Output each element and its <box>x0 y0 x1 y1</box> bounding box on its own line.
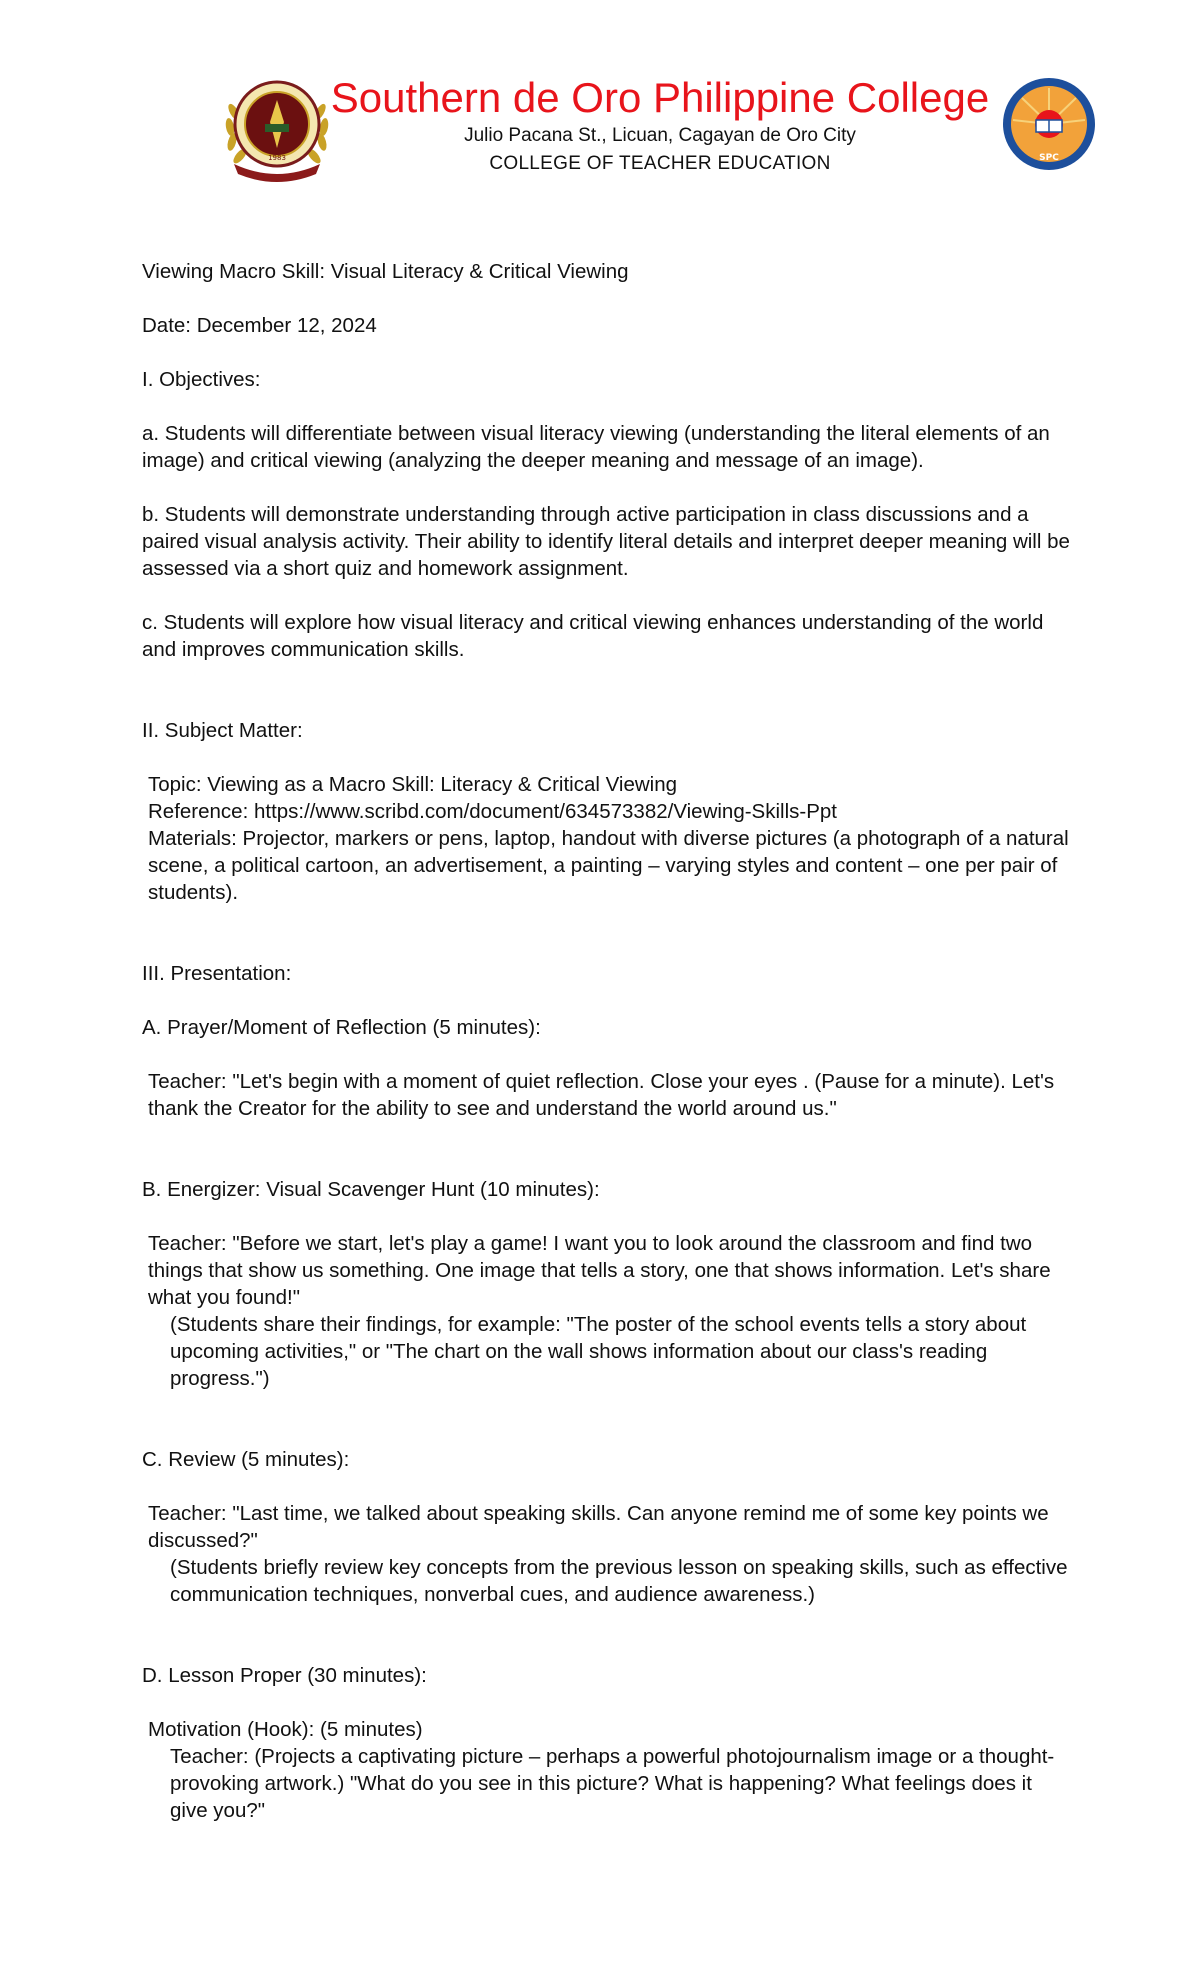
energizer-teacher-line: Teacher: "Before we start, let's play a game! I want you to look around the classroom and find two things that show us something. One image that tells a story, one that shows information. Let's share what you found!" <box>148 1232 1051 1309</box>
energizer-heading: B. Energizer: Visual Scavenger Hunt (10 minutes): <box>142 1178 600 1201</box>
objective-a: a. Students will differentiate between visual literacy viewing (understanding the literal elements of an image) and critical viewing (analyzing the deeper meaning and message of an image). <box>142 422 1050 472</box>
review-teacher-line: Teacher: "Last time, we talked about speaking skills. Can anyone remind me of some key points we discussed?" <box>148 1502 1049 1552</box>
teacher-education-seal-logo <box>1000 74 1098 174</box>
document-title: Viewing Macro Skill: Visual Literacy & Critical Viewing <box>142 260 629 283</box>
objective-c: c. Students will explore how visual literacy and critical viewing enhances understanding of the world and improves communication skills. <box>142 611 1044 661</box>
objectives-heading: I. Objectives: <box>142 368 261 391</box>
school-address: Julio Pacana St., Licuan, Cagayan de Oro City <box>464 125 856 146</box>
subject-materials: Materials: Projector, markers or pens, laptop, handout with diverse pictures (a photograph of a natural scene, a political cartoon, an advertisement, a painting – varying styles and content – one per pair of students). <box>148 827 1069 904</box>
subject-reference: Reference: https://www.scribd.com/document/634573382/Viewing-Skills-Ppt <box>148 800 837 823</box>
department-name: COLLEGE OF TEACHER EDUCATION <box>489 153 831 174</box>
school-name: Southern de Oro Philippine College <box>330 74 990 121</box>
subject-topic: Topic: Viewing as a Macro Skill: Literacy & Critical Viewing <box>148 773 678 796</box>
seal-year: 1983 <box>268 154 286 162</box>
motivation-teacher-line: Teacher: (Projects a captivating picture – perhaps a powerful photojournalism image or a thought-provoking artwork.) "What do you see in this picture? What is happening? What feelings does it give you?" <box>170 1745 1055 1822</box>
lesson-plan-body <box>142 258 1072 1824</box>
prayer-teacher-line: Teacher: "Let's begin with a moment of quiet reflection. Close your eyes . (Pause for a minute). Let's thank the Creator for the ability to see and understand the world around us." <box>148 1070 1055 1120</box>
presentation-heading: III. Presentation: <box>142 962 292 985</box>
motivation-heading: Motivation (Hook): (5 minutes) <box>148 1718 423 1741</box>
subject-matter-heading: II. Subject Matter: <box>142 719 303 742</box>
seal-abbrev: SPC <box>1039 153 1059 163</box>
document-date: Date: December 12, 2024 <box>142 314 377 337</box>
review-heading: C. Review (5 minutes): <box>142 1448 350 1471</box>
lesson-proper-heading: D. Lesson Proper (30 minutes): <box>142 1664 427 1687</box>
prayer-heading: A. Prayer/Moment of Reflection (5 minutes): <box>142 1016 541 1039</box>
energizer-students-line: (Students share their findings, for example: "The poster of the school events tells a story about upcoming activities," or "The chart on the wall shows information about our class's reading progress.") <box>170 1313 1027 1390</box>
review-students-line: (Students briefly review key concepts from the previous lesson on speaking skills, such as effective communication techniques, nonverbal cues, and audience awareness.) <box>170 1556 1068 1606</box>
objective-b: b. Students will demonstrate understanding through active participation in class discussions and a paired visual analysis activity. Their ability to identify literal details and interpret deeper meaning will be assessed via a short quiz and homework assignment. <box>142 503 1070 580</box>
